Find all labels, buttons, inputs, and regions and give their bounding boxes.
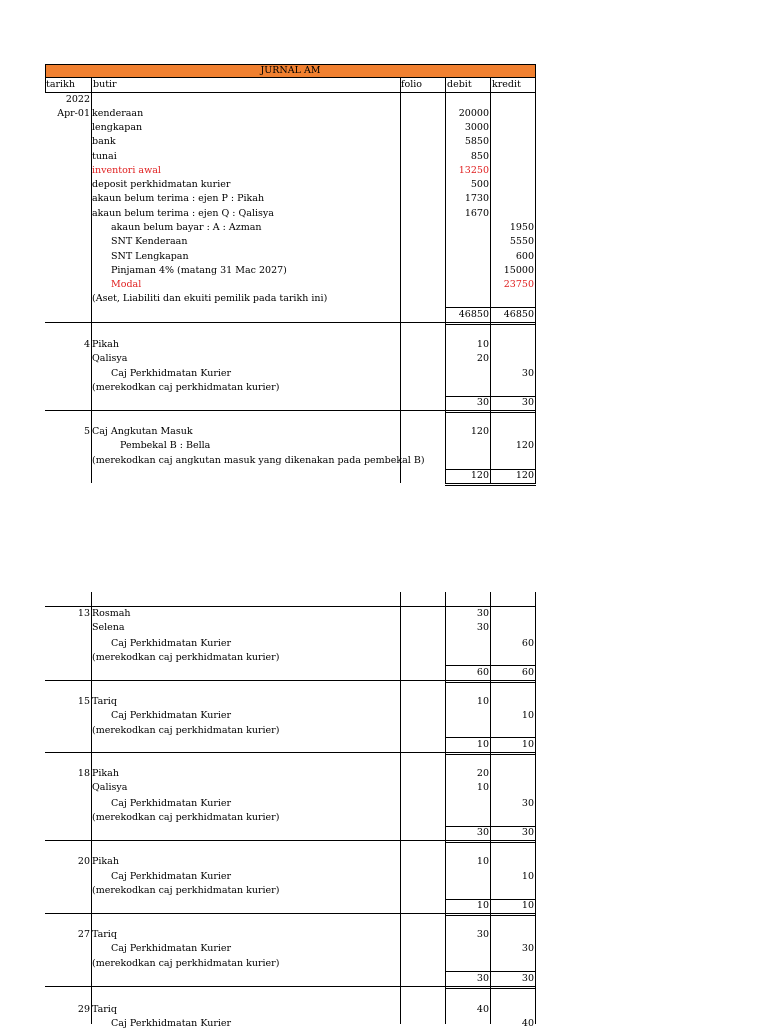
debit-amount: 3000 bbox=[464, 122, 489, 133]
header-item: butir bbox=[93, 79, 117, 90]
col-line-credit bbox=[490, 592, 491, 1024]
col-line-right bbox=[535, 78, 536, 483]
total-credit: 10 bbox=[521, 900, 534, 911]
credit-amount: 5550 bbox=[509, 236, 534, 247]
debit-amount: 30 bbox=[476, 608, 489, 619]
debit-account-label: Selena bbox=[92, 622, 125, 633]
credit-amount: 10 bbox=[521, 710, 534, 721]
entry-day: 29 bbox=[77, 1004, 90, 1015]
credit-amount: 30 bbox=[521, 368, 534, 379]
debit-account-label: Pikah bbox=[92, 768, 119, 779]
total-credit: 30 bbox=[521, 973, 534, 984]
credit-amount: 30 bbox=[521, 798, 534, 809]
entry-divider bbox=[45, 752, 536, 753]
header-credit: kredit bbox=[492, 79, 521, 90]
debit-account-label: tunai bbox=[92, 151, 117, 162]
credit-amount: 10 bbox=[521, 871, 534, 882]
col-line-left bbox=[45, 78, 46, 92]
entry-divider bbox=[45, 410, 536, 411]
total-debit: 60 bbox=[476, 667, 489, 678]
col-line-folio bbox=[400, 78, 401, 483]
debit-amount: 40 bbox=[476, 1004, 489, 1015]
debit-amount: 30 bbox=[476, 622, 489, 633]
debit-amount: 10 bbox=[476, 339, 489, 350]
entry-divider bbox=[45, 322, 536, 323]
credit-account-label: akaun belum bayar : A : Azman bbox=[111, 222, 262, 233]
debit-amount: 10 bbox=[476, 782, 489, 793]
credit-account-label: Caj Perkhidmatan Kurier bbox=[111, 368, 232, 379]
entry-day: 13 bbox=[77, 608, 90, 619]
credit-account-label: Pinjaman 4% (matang 31 Mac 2027) bbox=[111, 265, 287, 276]
total-credit: 120 bbox=[515, 470, 534, 481]
debit-amount: 20000 bbox=[458, 108, 489, 119]
debit-account-label: Qalisya bbox=[92, 782, 128, 793]
year-label: 2022 bbox=[65, 94, 90, 105]
entry-day: 18 bbox=[77, 768, 90, 779]
entry-day: 4 bbox=[83, 339, 90, 350]
double-rule bbox=[445, 412, 536, 413]
header-folio: folio bbox=[401, 79, 423, 90]
total-credit: 60 bbox=[521, 667, 534, 678]
debit-amount: 30 bbox=[476, 929, 489, 940]
header-debit: debit bbox=[447, 79, 472, 90]
entry-day: 20 bbox=[77, 856, 90, 867]
entry-divider bbox=[45, 840, 536, 841]
col-line-debit bbox=[445, 592, 446, 1024]
debit-account-label: akaun belum terima : ejen Q : Qalisya bbox=[92, 208, 274, 219]
double-rule bbox=[445, 485, 536, 486]
credit-amount: 120 bbox=[515, 440, 534, 451]
entry-narration: (merekodkan caj angkutan masuk yang dikenakan pada pembekal B) bbox=[92, 455, 425, 466]
total-credit: 30 bbox=[521, 397, 534, 408]
double-rule bbox=[445, 915, 536, 916]
double-rule bbox=[445, 682, 536, 683]
debit-account-label: Pikah bbox=[92, 339, 119, 350]
debit-account-label: Qalisya bbox=[92, 353, 128, 364]
col-line-folio bbox=[400, 592, 401, 1024]
double-rule bbox=[445, 754, 536, 755]
entry-day: 27 bbox=[77, 929, 90, 940]
debit-amount: 850 bbox=[470, 151, 489, 162]
total-debit: 120 bbox=[470, 470, 489, 481]
total-credit: 10 bbox=[521, 739, 534, 750]
entry-narration: (merekodkan caj perkhidmatan kurier) bbox=[92, 812, 280, 823]
debit-account-label: akaun belum terima : ejen P : Pikah bbox=[92, 193, 265, 204]
col-line-right bbox=[535, 592, 536, 1024]
debit-amount: 20 bbox=[476, 768, 489, 779]
debit-account-label: Pikah bbox=[92, 856, 119, 867]
header-divider bbox=[45, 92, 536, 93]
header-date: tarikh bbox=[46, 79, 75, 90]
credit-account-label: Caj Perkhidmatan Kurier bbox=[111, 798, 232, 809]
entry-divider bbox=[45, 913, 536, 914]
credit-amount: 15000 bbox=[503, 265, 534, 276]
entry-narration: (merekodkan caj perkhidmatan kurier) bbox=[92, 652, 280, 663]
debit-amount: 5850 bbox=[464, 136, 489, 147]
credit-amount: 600 bbox=[515, 251, 534, 262]
entry-divider bbox=[45, 986, 536, 987]
double-rule bbox=[445, 483, 536, 484]
credit-amount: 40 bbox=[521, 1018, 534, 1029]
debit-amount: 10 bbox=[476, 856, 489, 867]
debit-account-label: Tariq bbox=[92, 696, 117, 707]
debit-account-label: deposit perkhidmatan kurier bbox=[92, 179, 231, 190]
debit-amount: 500 bbox=[470, 179, 489, 190]
entry-day: 15 bbox=[77, 696, 90, 707]
total-credit: 46850 bbox=[503, 309, 534, 320]
credit-account-label: Caj Perkhidmatan Kurier bbox=[111, 638, 232, 649]
debit-account-label: inventori awal bbox=[92, 165, 161, 176]
debit-amount: 13250 bbox=[458, 165, 489, 176]
credit-account-label: Caj Perkhidmatan Kurier bbox=[111, 871, 232, 882]
debit-account-label: lengkapan bbox=[92, 122, 143, 133]
col-line-credit bbox=[490, 78, 491, 483]
entry-narration: (merekodkan caj perkhidmatan kurier) bbox=[92, 382, 280, 393]
double-rule bbox=[445, 842, 536, 843]
debit-amount: 1670 bbox=[464, 208, 489, 219]
entry-day: 5 bbox=[83, 426, 90, 437]
total-credit: 30 bbox=[521, 827, 534, 838]
total-debit: 30 bbox=[476, 973, 489, 984]
credit-account-label: Modal bbox=[111, 279, 142, 290]
debit-amount: 1730 bbox=[464, 193, 489, 204]
journal-title-bar: JURNAL AM bbox=[45, 64, 536, 78]
total-debit: 10 bbox=[476, 739, 489, 750]
credit-amount: 30 bbox=[521, 943, 534, 954]
credit-account-label: Caj Perkhidmatan Kurier bbox=[111, 1018, 232, 1029]
date-label: Apr-01 bbox=[57, 108, 90, 119]
total-debit: 10 bbox=[476, 900, 489, 911]
total-debit: 46850 bbox=[458, 309, 489, 320]
credit-account-label: SNT Lengkapan bbox=[111, 251, 189, 262]
entry-narration: (merekodkan caj perkhidmatan kurier) bbox=[92, 725, 280, 736]
credit-account-label: Pembekal B : Bella bbox=[120, 440, 211, 451]
debit-amount: 10 bbox=[476, 696, 489, 707]
credit-account-label: Caj Perkhidmatan Kurier bbox=[111, 943, 232, 954]
entry-narration: (merekodkan caj perkhidmatan kurier) bbox=[92, 958, 280, 969]
debit-account-label: bank bbox=[92, 136, 116, 147]
total-debit: 30 bbox=[476, 397, 489, 408]
credit-amount: 23750 bbox=[503, 279, 534, 290]
credit-amount: 1950 bbox=[509, 222, 534, 233]
debit-account-label: Tariq bbox=[92, 929, 117, 940]
entry-narration: (Aset, Liabiliti dan ekuiti pemilik pada tarikh ini) bbox=[92, 293, 328, 304]
total-debit: 30 bbox=[476, 827, 489, 838]
col-line-debit bbox=[445, 78, 446, 483]
entry-divider bbox=[45, 680, 536, 681]
credit-account-label: SNT Kenderaan bbox=[111, 236, 188, 247]
debit-account-label: Rosmah bbox=[92, 608, 131, 619]
credit-account-label: Caj Perkhidmatan Kurier bbox=[111, 710, 232, 721]
debit-amount: 120 bbox=[470, 426, 489, 437]
credit-amount: 60 bbox=[521, 638, 534, 649]
double-rule bbox=[445, 324, 536, 325]
double-rule bbox=[445, 988, 536, 989]
debit-account-label: Tariq bbox=[92, 1004, 117, 1015]
debit-amount: 20 bbox=[476, 353, 489, 364]
entry-narration: (merekodkan caj perkhidmatan kurier) bbox=[92, 885, 280, 896]
debit-account-label: kenderaan bbox=[92, 108, 144, 119]
debit-account-label: Caj Angkutan Masuk bbox=[92, 426, 193, 437]
